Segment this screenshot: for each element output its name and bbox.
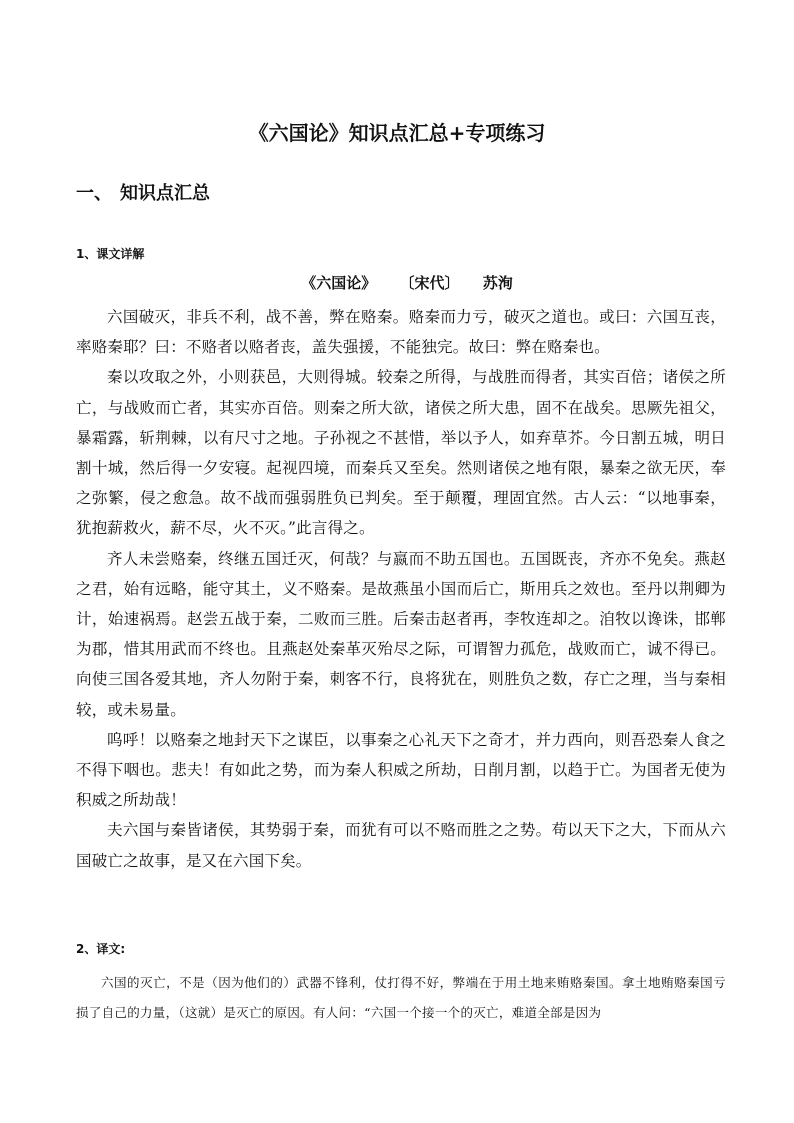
document-title: 《六国论》知识点汇总+专项练习 — [248, 121, 546, 145]
translation-text — [76, 968, 726, 1028]
essay-paragraph: 六国破灭，非兵不利，战不善，弊在赂秦。赂秦而力亏，破灭之道也。或曰：六国互丧，率赂秦耶？曰：不赂者以赂者丧，盖失强援，不能独完。故曰：弊在赂秦也。 — [76, 308, 726, 357]
section-number: 一、 — [76, 183, 112, 204]
section-heading — [76, 181, 210, 207]
essay-dynasty: 〔宋代〕 — [399, 274, 460, 292]
essay-name: 《六国论》 — [301, 274, 377, 292]
essay-paragraph: 秦以攻取之外，小则获邑，大则得城。较秦之所得，与战胜而得者，其实百倍；诸侯之所亡，与战败而亡者，其实亦百倍。则秦之所大欲，诸侯之所大患，固不在战矣。思厥先祖父，暴霜露，斩荆棘，以有尺寸之地。子孙视之不甚惜，举以予人，如弃草芥。今日割五城，明日割十城，然后得一夕安寝。起视四境，而秦兵又至矣。然则诸侯之地有限，暴秦之欲无厌，奉之弥繁，侵之愈急。故不战而强弱胜负已判矣。至于颠覆，理固宜然。古人云：“以地事秦，犹抱薪救火，薪不尽，火不灭。”此言得之。 — [76, 368, 726, 538]
part1-label: 1、课文详解 — [76, 247, 145, 261]
essay-paragraph: 呜呼！以赂秦之地封天下之谋臣，以事秦之心礼天下之奇才，并力西向，则吾恐秦人食之不得下咽也。悲夫！有如此之势，而为秦人积威之所劫，日削月割，以趋于亡。为国者无使为积威之所劫哉！ — [76, 730, 726, 810]
essay-text — [76, 302, 726, 876]
part2-label: 2、译文: — [76, 942, 126, 956]
essay-author: 苏洵 — [482, 274, 513, 292]
section-title: 知识点汇总 — [120, 183, 210, 204]
translation-paragraph: 六国的灭亡，不是（因为他们的）武器不锋利，仗打得不好，弊端在于用土地来贿赂秦国。拿土地贿赂秦国亏损了自己的力量，（这就）是灭亡的原因。有人问：“六国一个接一个的灭亡，难道全部是因为 — [76, 975, 726, 1020]
essay-paragraph: 齐人未尝赂秦，终继五国迁灭，何哉？与嬴而不助五国也。五国既丧，齐亦不免矣。燕赵之君，始有远略，能守其土，义不赂秦。是故燕虽小国而后亡，斯用兵之效也。至丹以荆卿为计，始速祸焉。赵尝五战于秦，二败而三胜。后秦击赵者再，李牧连却之。洎牧以谗诛，邯郸为郡，惜其用武而不终也。且燕赵处秦革灭殆尽之际，可谓智力孤危，战败而亡，诚不得已。向使三国各爱其地，齐人勿附于秦，刺客不行，良将犹在，则胜负之数，存亡之理，当与秦相较，或未易量。 — [76, 549, 726, 719]
essay-heading — [0, 272, 794, 294]
essay-paragraph: 夫六国与秦皆诸侯，其势弱于秦，而犹有可以不赂而胜之之势。苟以天下之大，下而从六国破亡之故事，是又在六国下矣。 — [76, 821, 726, 870]
